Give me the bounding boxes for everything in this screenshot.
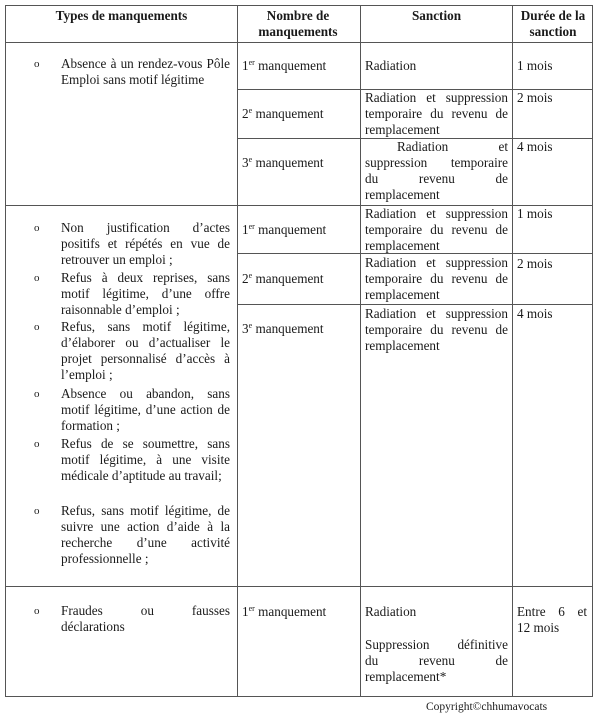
duree-cell: 4 mois — [517, 139, 553, 154]
count-cell: 3e manquement — [242, 321, 324, 336]
header-duree: Durée de la sanction — [520, 8, 586, 39]
manquement-type: Refus à deux reprises, sans motif légitime, d’une offre raisonnable d’emploi ; — [61, 270, 230, 317]
table-border-bottom — [5, 696, 593, 697]
header-types: Types de manquements — [55, 8, 188, 23]
header-bottom-line — [5, 42, 593, 43]
manquement-type: Non justification d’actes positifs et répétés en vue de retrouver un emploi ; — [61, 220, 230, 267]
duree-cell: 1 mois — [517, 58, 553, 73]
count-cell: 1er manquement — [242, 58, 327, 73]
bullet-icon: o — [34, 505, 40, 517]
count-cell: 2e manquement — [242, 271, 324, 286]
bullet-icon: o — [34, 605, 40, 617]
table-border-top — [5, 5, 593, 6]
duree-cell: 1 mois — [517, 206, 553, 221]
manquement-type: Refus de se soumettre, sans motif légitime, à une visite médicale d’aptitude au travail; — [61, 436, 230, 483]
sanction-cell: Radiation — [365, 58, 417, 73]
column-divider — [512, 5, 513, 697]
bullet-icon: o — [34, 438, 40, 450]
section-divider — [5, 586, 593, 587]
sanction-cell: Radiation et suppression temporaire du revenu de remplacement — [365, 139, 508, 202]
duree-cell: 4 mois — [517, 306, 553, 321]
header-nombre: Nombre de manquements — [258, 8, 338, 39]
sanction-cell: Radiation et suppression temporaire du revenu de remplacement — [365, 255, 508, 302]
column-divider — [360, 5, 361, 697]
sanction-cell: Radiation — [365, 604, 417, 619]
count-cell: 1er manquement — [242, 604, 327, 619]
bullet-icon: o — [34, 222, 40, 234]
count-cell: 2e manquement — [242, 106, 324, 121]
duree-cell: 2 mois — [517, 256, 553, 271]
sanction-cell: Radiation et suppression temporaire du revenu de remplacement — [365, 206, 508, 253]
bullet-icon: o — [34, 388, 40, 400]
duree-cell: Entre 6 et 12 mois — [517, 604, 587, 635]
column-divider — [237, 5, 238, 697]
manquement-type: Fraudes ou fausses déclarations — [61, 603, 230, 634]
header-sanction: Sanction — [411, 8, 462, 23]
table-border-right — [592, 5, 593, 697]
sanction-cell: Radiation et suppression temporaire du revenu de remplacement — [365, 90, 508, 137]
row-divider — [237, 304, 593, 305]
manquement-type: Absence à un rendez-vous Pôle Emploi sans motif légitime — [61, 56, 230, 87]
manquement-type: Refus, sans motif légitime, de suivre une action d’aide à la recherche d’une activité professionnelle ; — [61, 503, 230, 566]
manquement-type: Refus, sans motif légitime, d’élaborer ou d’actualiser le projet personnalisé d’accès à l’emploi ; — [61, 319, 230, 382]
manquement-type: Absence ou abandon, sans motif légitime, d’une action de formation ; — [61, 386, 230, 433]
table-border-left — [5, 5, 6, 697]
bullet-icon: o — [34, 321, 40, 333]
count-cell: 3e manquement — [242, 155, 324, 170]
bullet-icon: o — [34, 58, 40, 70]
duree-cell: 2 mois — [517, 90, 553, 105]
bullet-icon: o — [34, 272, 40, 284]
sanction-cell: Suppression définitive du revenu de remplacement* — [365, 637, 508, 684]
count-cell: 1er manquement — [242, 222, 327, 237]
copyright-text: Copyright©chhumavocats — [426, 701, 548, 713]
sanction-cell: Radiation et suppression temporaire du revenu de remplacement — [365, 306, 508, 353]
